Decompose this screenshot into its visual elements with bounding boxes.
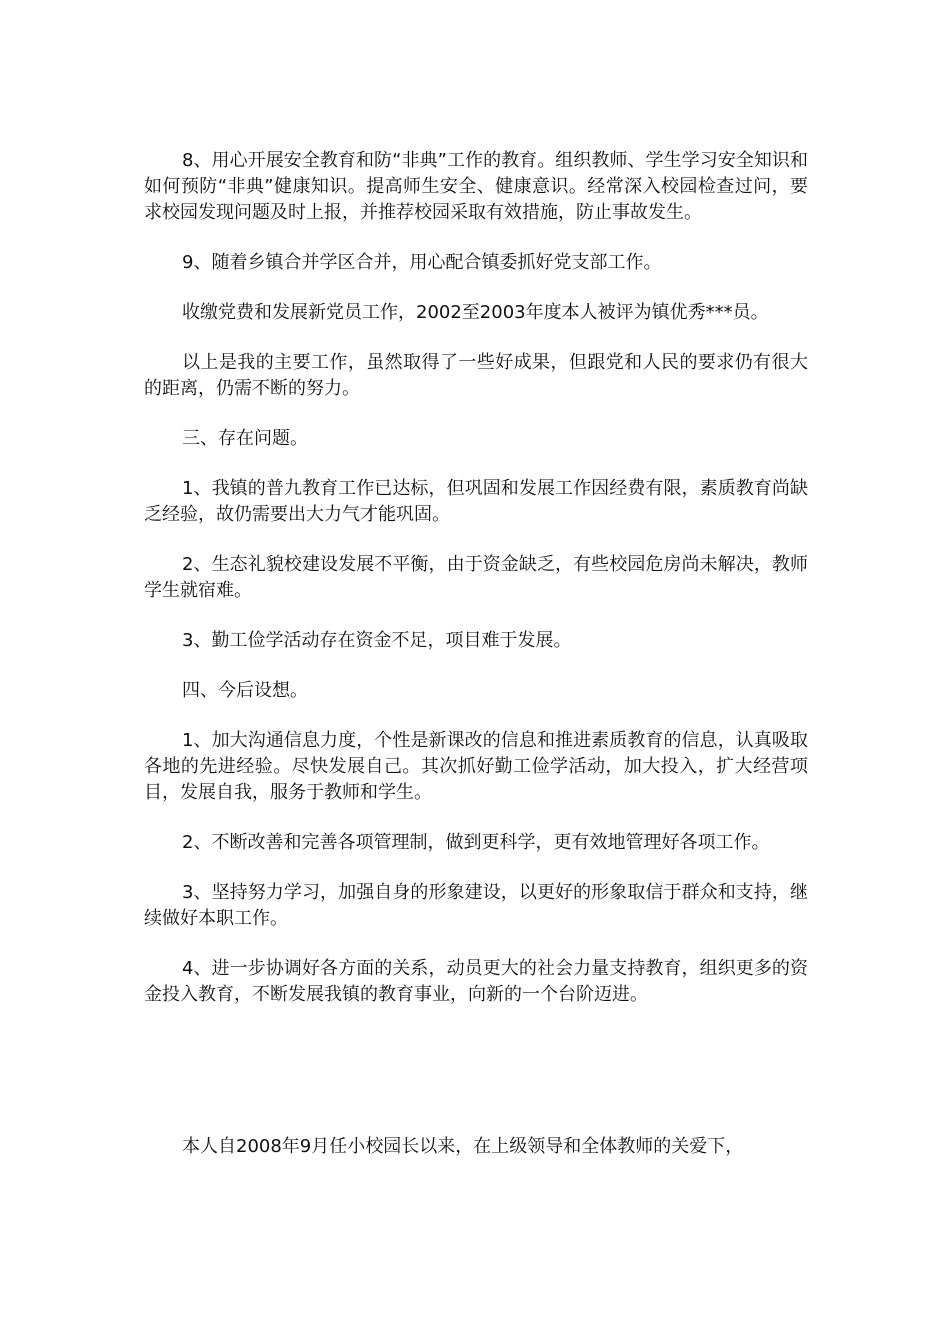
paragraph-plan-3: 3、坚持努力学习，加强自身的形象建设，以更好的形象取信于群众和支持，继续做好本职工作。 [144, 882, 808, 929]
paragraph-plan-1: 1、加大沟通信息力度，个性是新课改的信息和推进素质教育的信息，认真吸取各地的先进经验。尽快发展自己。其次抓好勤工俭学活动，加大投入，扩大经营项目，发展自我，服务于教师和学生。 [144, 730, 808, 803]
paragraph-problem-1: 1、我镇的普九教育工作已达标，但巩固和发展工作因经费有限，素质教育尚缺乏经验，故仍需要出大力气才能巩固。 [144, 478, 808, 525]
paragraph-party-dues: 收缴党费和发展新党员工作，2002至2003年度本人被评为镇优秀***员。 [182, 302, 769, 323]
paragraph-problem-2: 2、生态礼貌校建设发展不平衡，由于资金缺乏，有些校园危房尚未解决，教师学生就宿难。 [144, 554, 808, 601]
section-heading-problems: 三、存在问题。 [182, 428, 308, 449]
paragraph-plan-4: 4、进一步协调好各方面的关系，动员更大的社会力量支持教育，组织更多的资金投入教育，不断发展我镇的教育事业，向新的一个台阶迈进。 [144, 958, 808, 1005]
paragraph-summary: 以上是我的主要工作，虽然取得了一些好成果，但跟党和人民的要求仍有很大的距离，仍需不断的努力。 [144, 352, 808, 399]
paragraph-safety-education: 8、用心开展安全教育和防“非典”工作的教育。组织教师、学生学习安全知识和如何预防“非典”健康知识。提高师生安全、健康意识。经常深入校园检查过问，要求校园发现问题及时上报，并推荐校园采取有效措施，防止事故发生。 [144, 150, 808, 223]
document-body [144, 148, 808, 1184]
paragraph-problem-3: 3、勤工俭学活动存在资金不足，项目难于发展。 [182, 630, 572, 651]
paragraph-plan-2: 2、不断改善和完善各项管理制，做到更科学，更有效地管理好各项工作。 [182, 832, 770, 853]
paragraph-party-branch-work: 9、随着乡镇合并学区合并，用心配合镇委抓好党支部工作。 [182, 252, 662, 273]
page-gap [144, 1032, 808, 1134]
section-heading-plans: 四、今后设想。 [182, 680, 308, 701]
paragraph-new-report-intro: 本人自2008年9月任小校园长以来，在上级领导和全体教师的关爱下， [182, 1136, 744, 1157]
